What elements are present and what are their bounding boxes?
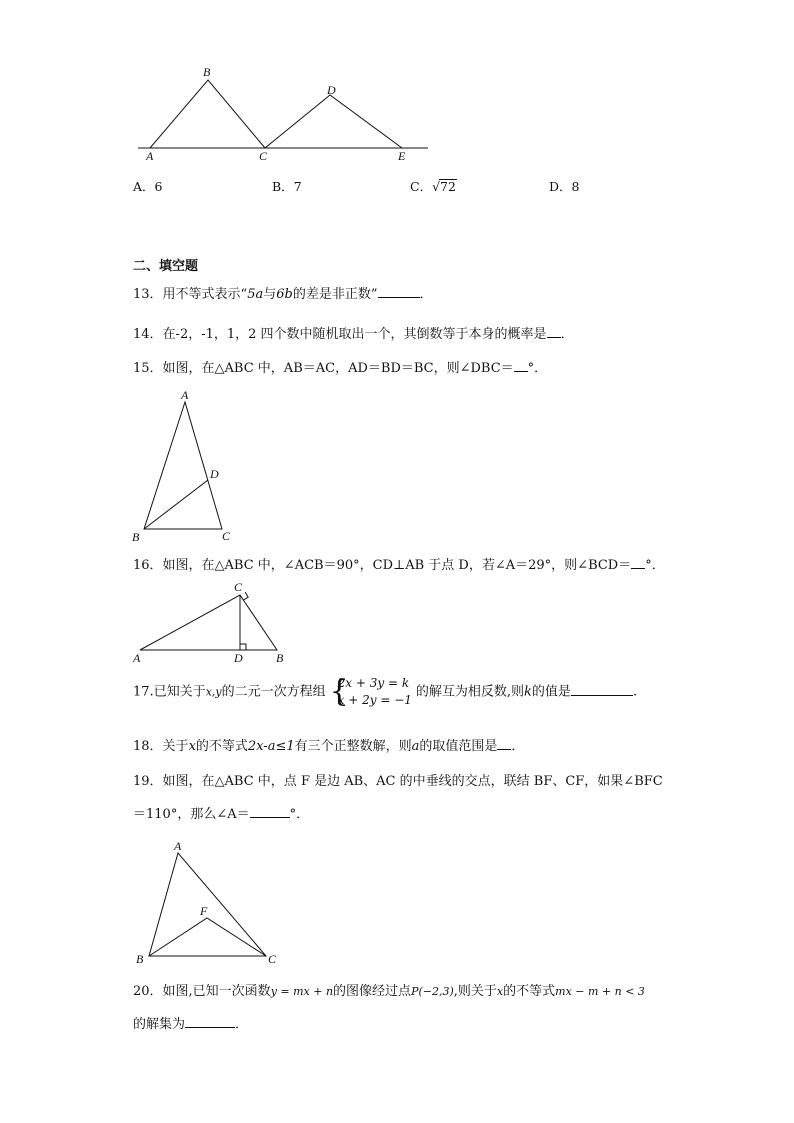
sqrt-symbol: √ [432, 179, 441, 194]
answer-blank[interactable] [631, 556, 645, 569]
label-d: D [234, 651, 243, 665]
question-17: 17.已知关于x,y的二元一次方程组 { 2x + 3y = k x + 2y = −1 的解互为相反数,则k的值是 . [133, 674, 638, 709]
question-15: 15．如图，在△ABC 中，AB＝AC，AD＝BD＝BC，则∠DBC＝ °． [133, 361, 548, 376]
label-c: C [222, 529, 231, 543]
answer-blank[interactable] [185, 1015, 235, 1028]
question-16: 16．如图，在△ABC 中，∠ACB＝90°，CD⊥AB 于点 D，若∠A＝29°，则∠BCD＝ °． [133, 558, 665, 573]
label-a: A [133, 651, 141, 665]
option-a[interactable]: A．6 [133, 179, 163, 194]
label-c: C [234, 580, 243, 594]
option-d[interactable]: D．8 [549, 179, 580, 194]
label-b: B [136, 952, 144, 966]
label-a: A [146, 149, 154, 163]
question-19-line-2: ＝110°，那么∠A＝ °． [133, 807, 310, 822]
figure-q15 [130, 385, 240, 545]
figure-q12 [130, 60, 440, 170]
answer-blank[interactable] [547, 325, 561, 338]
question-19-line-1: 19．如图，在△ABC 中，点 F 是边 AB、AC 的中垂线的交点，联结 BF、CF，如果∠BFC [133, 774, 663, 789]
label-b: B [276, 651, 284, 665]
label-f: F [200, 904, 208, 918]
label-b: B [132, 530, 140, 544]
figure-q19-drawing [130, 835, 290, 970]
option-b[interactable]: B．7 [272, 179, 302, 194]
equation-system: { 2x + 3y = k x + 2y = −1 [329, 674, 412, 709]
question-14: 14．在-2，-1，1，2 四个数中随机取出一个，其倒数等于本身的概率是 ． [133, 327, 574, 342]
figure-q16-drawing [130, 578, 300, 666]
label-d: D [327, 83, 336, 97]
brace-symbol: { [329, 674, 349, 709]
answer-blank[interactable] [250, 805, 290, 818]
figure-q12-drawing [130, 60, 440, 170]
figure-q15-drawing [130, 385, 240, 545]
label-a: A [174, 839, 182, 853]
question-20-line-1: 20．如图,已知一次函数y = mx + n的图像经过点P(−2,3),则关于x的不等式mx − m + n < 3 [133, 984, 645, 999]
label-c: C [268, 952, 277, 966]
figure-q16 [130, 578, 300, 666]
figure-q19 [130, 835, 290, 970]
label-b: B [203, 65, 211, 79]
question-13: 13．用不等式表示“5a与6b的差是非正数” ． [133, 287, 433, 302]
label-a: A [181, 388, 189, 402]
label-d: D [210, 467, 219, 481]
label-e: E [398, 149, 406, 163]
answer-blank[interactable] [497, 737, 511, 750]
label-c: C [259, 149, 268, 163]
section-title: 二、填空题 [133, 259, 199, 274]
answer-blank[interactable] [378, 285, 420, 298]
answer-blank[interactable] [514, 359, 528, 372]
option-c[interactable]: C．√72 [410, 179, 456, 194]
answer-blank[interactable] [571, 683, 633, 696]
question-20-line-2: 的解集为 ． [133, 1017, 249, 1032]
options-q12 [0, 177, 794, 195]
question-18: 18．关于x的不等式2x-a≤1有三个正整数解，则a的取值范围是 ． [133, 739, 525, 754]
